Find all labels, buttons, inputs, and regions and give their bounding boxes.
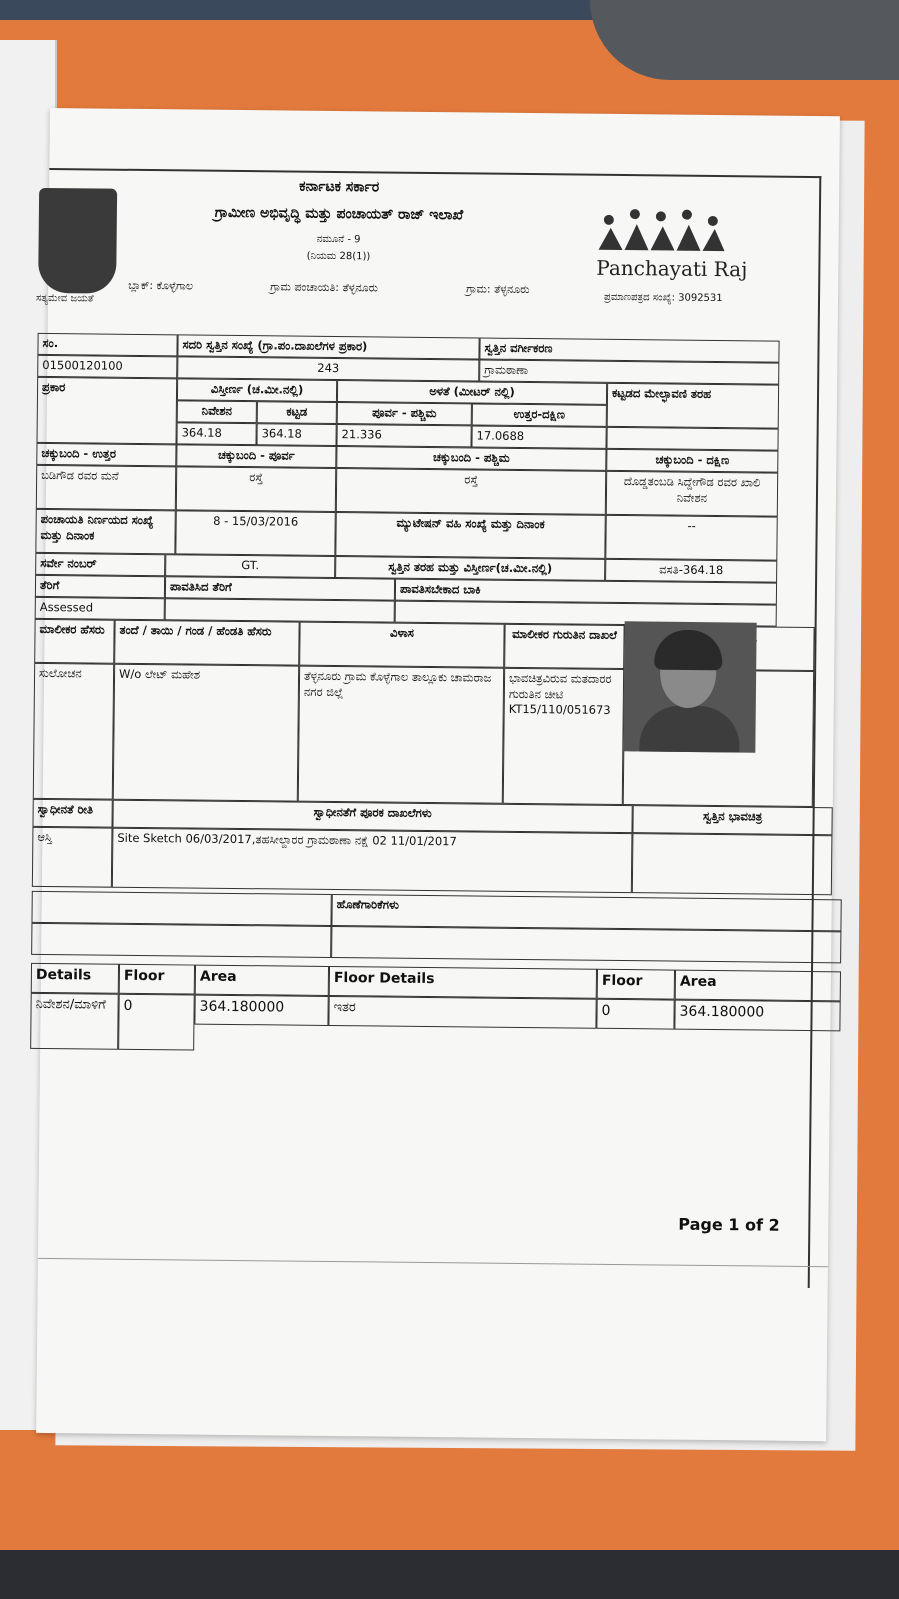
label-tax-due: ಪಾವತಿಸಬೇಕಾದ ಬಾಕಿ (395, 579, 777, 605)
boundary-west-value: ರಸ್ತೆ (336, 468, 606, 515)
floor-right: 0 (596, 999, 674, 1030)
page-number: Page 1 of 2 (678, 1214, 780, 1235)
owner-name: ಸುಲೋಚನ (33, 663, 114, 800)
label-boundary-north: ಚಕ್ಕುಬಂದಿ - ಉತ್ತರ (36, 443, 176, 466)
panchayati-raj-title: Panchayati Raj (596, 255, 748, 282)
owner-photo (623, 621, 756, 752)
label-building: ಕಟ್ಟಡ (257, 401, 337, 424)
boundary-south-value: ದೊಡ್ಡತಂಬಡಿ ಸಿದ್ದೇಗೌಡ ರವರ ಖಾಲಿ ನಿವೇಶನ (606, 471, 778, 517)
owner-relation: W/o ಲೇಟ್ ಮಹೇಶ (113, 664, 299, 802)
village-name: ಗ್ರಾಮ: ತೆಳ್ಳನೂರು (466, 282, 530, 297)
form-number: ನಮೂನೆ - 9 (316, 233, 361, 246)
liabilities-left-value (31, 923, 331, 958)
acquisition-mode: ಆಸ್ತಿ (32, 827, 113, 888)
site-area-value: 364.18 (176, 422, 256, 445)
liabilities-value (331, 926, 841, 963)
property-type-value: ವಸತಿ-364.18 (605, 559, 777, 583)
label-boundary-south: ಚಕ್ಕುಬಂದಿ - ದಕ್ಷಿಣ (606, 449, 778, 473)
document-page (36, 108, 840, 1441)
label-liabilities: ಹೊಣೆಗಾರಿಕೆಗಳು (331, 894, 841, 931)
area-left: 364.180000 (194, 995, 328, 1026)
label-east-west: ಪೂರ್ವ - ಪಶ್ಚಿಮ (337, 402, 472, 425)
label-mutation: ಮ್ಯುಟೇಷನ್ ವಹಿ ಸಂಖ್ಯೆ ಮತ್ತು ದಿನಾಂಕ (335, 512, 605, 559)
panchayati-raj-logo-icon (596, 206, 727, 257)
area-right: 364.180000 (674, 1000, 840, 1032)
label-boundary-east: ಚಕ್ಕುಬಂದಿ - ಪೂರ್ವ (176, 444, 336, 468)
floor-details-right: ಇತರ (328, 996, 596, 1029)
label-site: ನಿವೇಶನ (177, 400, 257, 423)
floor-left: 0 (118, 994, 195, 1051)
label-type: ಪ್ರಕಾರ (36, 377, 177, 444)
label-property-photo: ಸ್ವತ್ತಿನ ಭಾವಚಿತ್ರ (632, 805, 832, 835)
property-photo-cell (632, 833, 833, 895)
background-cloth (590, 0, 899, 80)
east-west-value: 21.336 (336, 424, 471, 447)
floor-details-left: ನಿವೇಶನ/ಮಾಳಿಗೆ (30, 993, 119, 1050)
building-area-value: 364.18 (256, 423, 336, 446)
label-north-south: ಉತ್ತರ-ದಕ್ಷಿಣ (472, 403, 607, 426)
resolution-value: 8 - 15/03/2016 (175, 510, 335, 556)
label-property-type: ಸ್ವತ್ತಿನ ತರಹ ಮತ್ತು ವಿಸ್ತೀರ್ಣ(ಚ.ಮೀ.ನಲ್ಲಿ) (335, 556, 605, 581)
label-floor-left: Floor (119, 964, 195, 995)
label-floor-details-right: Floor Details (329, 966, 597, 999)
label-boundary-west: ಚಕ್ಕುಬಂದಿ - ಪಶ್ಚಿಮ (336, 446, 606, 471)
certificate-number: ಪ್ರಮಾಣಪತ್ರದ ಸಂಖ್ಯೆ: 3092531 (603, 291, 723, 305)
boundary-north-value: ಬಡಿಗೌಡ ರವರ ಮನೆ (36, 465, 176, 510)
label-acquisition-mode: ಸ್ವಾಧೀನತೆ ರೀತಿ (32, 799, 112, 828)
north-south-value: 17.0688 (471, 425, 606, 448)
label-owner-id: ಮಾಲೀಕರ ಗುರುತಿನ ದಾಖಲೆ (504, 624, 624, 669)
boundary-east-value: ರಸ್ತೆ (176, 466, 336, 512)
label-classification: ಸ್ವತ್ತಿನ ವರ್ಗೀಕರಣ (479, 338, 779, 363)
property-id: 01500120100 (37, 355, 177, 378)
state-title: ಕರ್ನಾಟಕ ಸರ್ಕಾರ (299, 178, 380, 196)
photo-body (639, 705, 739, 752)
label-resolution: ಪಂಚಾಯತಿ ನಿರ್ಣಯದ ಸಂಖ್ಯೆ ಮತ್ತು ದಿನಾಂಕ (35, 509, 175, 554)
label-relation: ತಂದೆ / ತಾಯಿ / ಗಂಡ / ಹೆಂಡತಿ ಹೆಸರು (114, 620, 299, 666)
classification-value: ಗ್ರಾಮಠಾಣಾ (479, 360, 779, 385)
label-area: ವಿಸ್ತೀರ್ಣ (ಚ.ಮೀ.ನಲ್ಲಿ) (177, 378, 337, 402)
label-measurement: ಅಳತೆ (ಮೀಟರ್ ನಲ್ಲಿ) (337, 380, 607, 405)
label-acquisition-docs: ಸ್ವಾಧೀನತೆಗೆ ಪೂರಕ ದಾಖಲೆಗಳು (112, 800, 632, 833)
roof-type-value (606, 427, 778, 451)
label-floor-right: Floor (597, 969, 675, 1000)
mutation-value: -- (605, 515, 777, 561)
photo-hair (654, 630, 722, 671)
acquisition-docs: Site Sketch 06/03/2017,ತಹಸೀಲ್ದಾರರ ಗ್ರಾಮಠಾಣಾ ನಕ್ಷೆ 02 11/01/2017 (112, 828, 633, 893)
department-title: ಗ್ರಾಮೀಣ ಅಭಿವೃದ್ಧಿ ಮತ್ತು ಪಂಚಾಯತ್ ರಾಜ್ ಇಲಾಖೆ (214, 204, 464, 224)
label-roof-type: ಕಟ್ಟಡದ ಮೇಲ್ಛಾವಣಿ ತರಹ (607, 383, 779, 429)
label-survey: ಸರ್ವೇ ನಂಬರ್ (35, 553, 165, 576)
tax-paid-value (165, 598, 395, 622)
gram-panchayat-name: ಗ್ರಾಮ ಪಂಚಾಯತಿ: ತೆಳ್ಳನೂರು (270, 280, 378, 295)
emblem-text: ಸತ್ಯಮೇವ ಜಯತೆ (35, 292, 94, 305)
survey-value: GT. (165, 554, 335, 578)
liabilities-left-cell (31, 891, 331, 926)
sadari-number: 243 (177, 356, 479, 381)
label-number: ಸಂ. (37, 333, 177, 356)
label-owner-name: ಮಾಲೀಕರ ಹೆಸರು (34, 619, 114, 664)
label-address: ವಿಳಾಸ (299, 622, 504, 668)
label-assessed: Assessed (35, 597, 165, 620)
label-tax: ತೆರಿಗೆ (35, 575, 165, 598)
rule-number: (ನಿಯಮ 28(1)) (306, 250, 371, 263)
label-tax-paid: ಪಾವತಿಸಿದ ತೆರಿಗೆ (165, 576, 395, 600)
owner-address: ತೆಳ್ಳನೂರು ಗ್ರಾಮ ಕೊಳ್ಳೆಗಾಲ ತಾಲ್ಲೂಕು ಚಾಮರಾಜ ನಗರ ಜಿಲ್ಲೆ (298, 666, 504, 804)
label-area-right: Area (675, 970, 841, 1002)
owner-id-document: ಭಾವಚಿತ್ರವಿರುವ ಮತದಾರರ ಗುರುತಿನ ಚೀಟಿ KT15/110/051673 (503, 668, 624, 805)
block-name: ಬ್ಲಾಕ್: ಕೊಳ್ಳೆಗಾಲ (128, 278, 194, 293)
label-floor-details-left: Details (31, 963, 119, 994)
label-sadari-number: ಸದರಿ ಸ್ವತ್ತಿನ ಸಂಖ್ಯೆ (ಗ್ರಾ.ಪಂ.ದಾಖಲೆಗಳ ಪ್ರಕಾರ) (177, 334, 479, 359)
label-area-left: Area (195, 965, 329, 996)
